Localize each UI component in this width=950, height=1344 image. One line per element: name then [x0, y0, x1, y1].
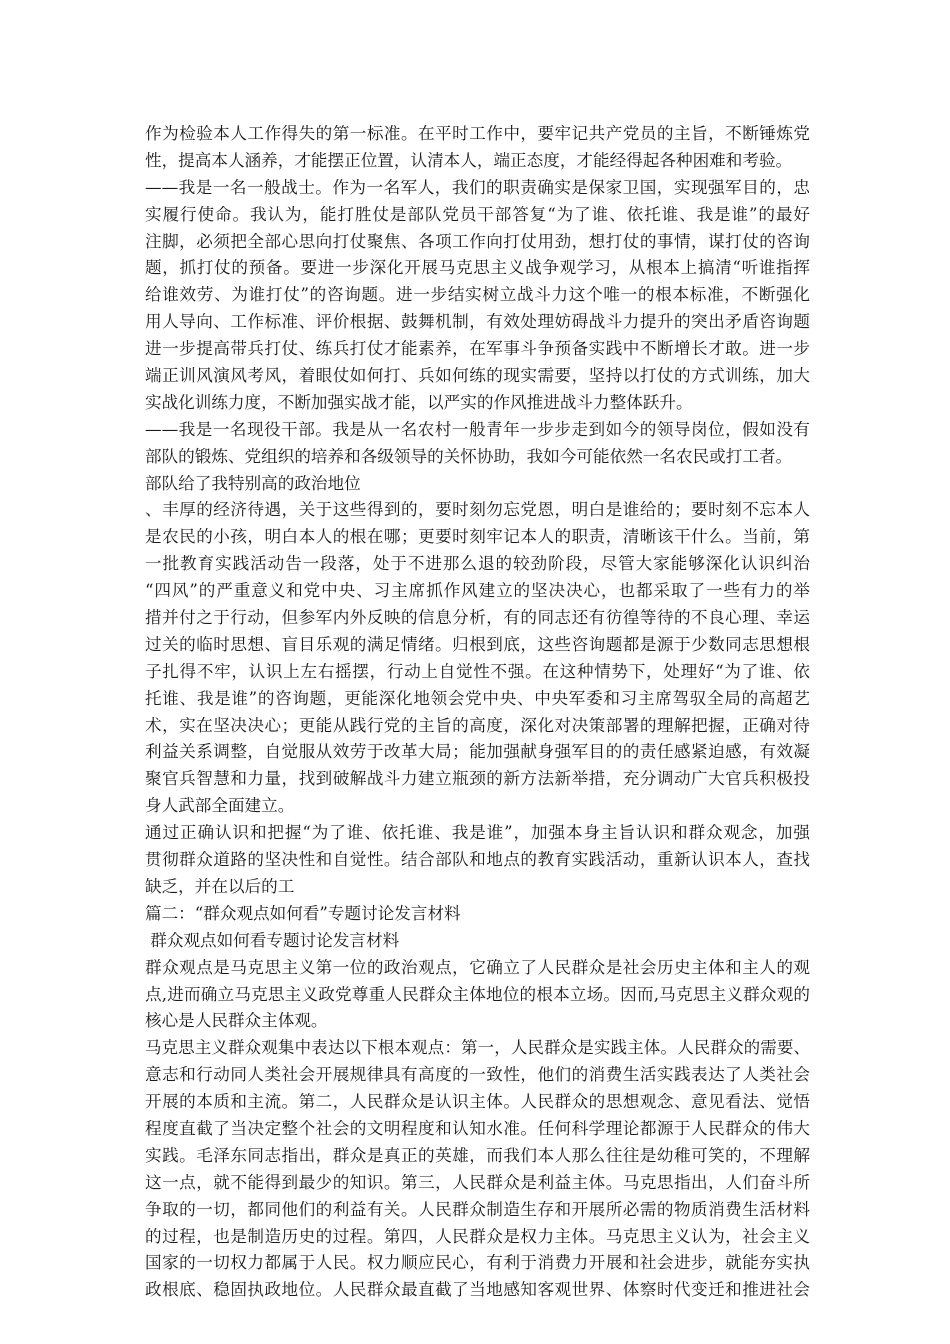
text-line: 题，抓打仗的预备。要进一步深化开展马克思主义战争观学习，从根本上搞清“听谁指挥 [145, 258, 810, 278]
text-line: 通过正确认识和把握“为了谁、依托谁、我是谁”，加强本身主旨认识和群众观念，加强 [145, 823, 810, 843]
text-line: 用人导向、工作标准、评价根据、鼓舞机制，有效处理妨碍战斗力提升的突出矛盾咨询题 [145, 312, 810, 332]
text-line: 实战化训练力度，不断加强实战才能，以严实的作风推进战斗力整体跃升。 [145, 392, 693, 412]
text-line: 端正训风演风考风，着眼仗如何打、兵如何练的现实需要，坚持以打仗的方式训练，加大 [145, 366, 810, 386]
text-line: 实履行使命。我认为，能打胜仗是部队党员干部答复“为了谁、依托谁、我是谁”的最好 [145, 204, 810, 224]
text-line: 争取的一切，都同他们的利益有关。人民群众制造生存和开展所必需的物质消费生活材料 [145, 1199, 810, 1219]
text-line: 程度直截了当决定整个社会的文明程度和认知水准。任何科学理论都源于人民群众的伟大 [145, 1118, 810, 1138]
text-line: 部队给了我特别高的政治地位 [145, 473, 361, 493]
text-line: 子扎得不牢，认识上左右摇摆，行动上自觉性不强。在这种情势下，处理好“为了谁、依 [145, 661, 810, 681]
text-line: “四风”的严重意义和党中央、习主席抓作风建立的坚决决心，也都采取了一些有力的举 [145, 581, 810, 601]
text-line: 给谁效劳、为谁打仗”的咨询题。进一步结实树立战斗力这个唯一的根本标准，不断强化 [145, 285, 810, 305]
text-line: 作为检验本人工作得失的第一标准。在平时工作中，要牢记共产党员的主旨，不断锤炼党 [145, 124, 810, 143]
text-line: 马克思主义群众观集中表达以下根本观点：第一，人民群众是实践主体。人民群众的需要、 [145, 1038, 810, 1058]
text-line: 、丰厚的经济待遇，关于这些得到的，要时刻勿忘党恩，明白是谁给的；要时刻不忘本人 [145, 500, 810, 520]
text-line: 这一点，就不能得到最少的知识。第三，人民群众是利益主体。马克思指出，人们奋斗所 [145, 1172, 810, 1192]
text-line: 国家的一切权力都属于人民。权力顺应民心，有利于消费力开展和社会进步，就能夯实执 [145, 1253, 810, 1273]
text-line: 实践。毛泽东同志指出，群众是真正的英雄，而我们本人那么往往是幼稚可笑的，不理解 [145, 1145, 810, 1165]
text-line: 贯彻群众道路的坚决性和自觉性。结合部队和地点的教育实践活动，重新认识本人，查找 [145, 850, 810, 870]
text-line: 措并付之于行动，但参军内外反映的信息分析，有的同志还有彷徨等待的不良心理、幸运 [145, 608, 810, 628]
text-line: 篇二：“群众观点如何看”专题讨论发言材料 [145, 903, 461, 923]
text-line: 开展的本质和主流。第二，人民群众是认识主体。人民群众的思想观念、意见看法、觉悟 [145, 1092, 810, 1112]
text-line: 性，提高本人涵养，才能摆正位置，认清本人，端正态度，才能经得起各种困难和考验。 [145, 150, 793, 170]
text-line: ——我是一名现役干部。我是从一名农村一般青年一步步走到如今的领导岗位，假如没有 [145, 419, 810, 439]
text-line: 过关的临时思想、盲目乐观的满足情绪。归根到底，这些咨询题都是源于少数同志思想根 [145, 634, 810, 654]
text-line: 聚官兵智慧和力量，找到破解战斗力建立瓶颈的新方法新举措，充分调动广大官兵积极投 [145, 769, 810, 789]
text-line: 点,进而确立马克思主义政党尊重人民群众主体地位的根本立场。因而,马克思主义群众观的 [145, 984, 810, 1004]
text-line: 群众观点如何看专题讨论发言材料 [145, 930, 400, 950]
text-line: 意志和行动同人类社会开展规律具有高度的一致性，他们的消费生活实践表达了人类社会 [145, 1065, 810, 1085]
text-line: 政根底、稳固执政地位。人民群众最直截了当地感知客观世界、体察时代变迁和推进社会 [145, 1280, 810, 1300]
document-body-text [145, 121, 810, 1304]
text-line: 群众观点是马克思主义第一位的政治观点，它确立了人民群众是社会历史主体和主人的观 [145, 957, 810, 977]
text-line: 注脚，必须把全部心思向打仗聚焦、各项工作向打仗用劲，想打仗的事情，谋打仗的咨询 [145, 231, 810, 251]
text-line: 利益关系调整，自觉服从效劳于改革大局；能加强献身强军目的的责任感紧迫感，有效凝 [145, 742, 810, 762]
text-line: 托谁、我是谁”的咨询题，更能深化地领会党中央、中央军委和习主席驾驭全局的高超艺 [145, 688, 810, 708]
text-line: 进一步提高带兵打仗、练兵打仗才能素养，在军事斗争预备实践中不断增长才敢。进一步 [145, 339, 810, 359]
text-line: ——我是一名一般战士。作为一名军人，我们的职责确实是保家卫国，实现强军目的，忠 [145, 177, 810, 197]
text-line: 术，实在坚决决心；更能从践行党的主旨的高度，深化对决策部署的理解把握，正确对待 [145, 715, 810, 735]
text-line: 缺乏，并在以后的工 [145, 876, 295, 896]
text-line: 一批教育实践活动告一段落，处于不进那么退的较劲阶段，尽管大家能够深化认识纠治 [145, 554, 810, 574]
text-line: 核心是人民群众主体观。 [145, 1011, 328, 1031]
text-line: 部队的锻炼、党组织的培养和各级领导的关怀协助，我如今可能依然一名农民或打工者。 [145, 446, 793, 466]
text-line: 是农民的小孩，明白本人的根在哪；更要时刻牢记本人的职责，清晰该干什么。当前，第 [145, 527, 810, 547]
text-line: 的过程，也是制造历史的过程。第四，人民群众是权力主体。马克思主义认为，社会主义 [145, 1226, 810, 1246]
text-line: 身人武部全面建立。 [145, 796, 295, 816]
